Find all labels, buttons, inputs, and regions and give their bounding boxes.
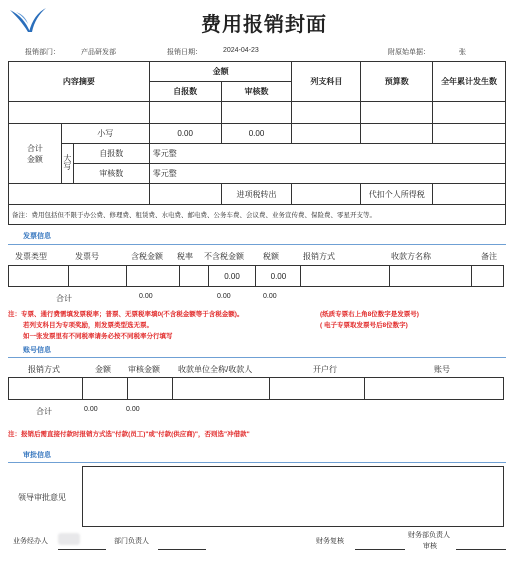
invoice-total-incl: 0.00: [139, 293, 153, 300]
account-divider: [8, 357, 506, 358]
col-yearly-header: 全年累计发生数: [433, 62, 506, 102]
finance-audit-label: 财务复核: [316, 538, 344, 545]
upper-audit-value: 零元整: [149, 164, 505, 184]
account-total-audit: 0.00: [126, 406, 140, 413]
account-payee-input[interactable]: [172, 378, 270, 400]
account-amount-input[interactable]: [82, 378, 127, 400]
expense-note: 备注：费用包括但不限于办公费、修理费、租赁费、水电费、邮电费、公务车费、会议费、业务宣传费、保险费、零星开支等。: [9, 205, 506, 225]
invoice-col-type: 发票类型: [15, 252, 47, 261]
leader-opinion-label: 领导审批意见: [18, 493, 66, 502]
finance-head-audit-label: 审核: [423, 543, 437, 550]
yearly-cell[interactable]: [433, 102, 506, 124]
invoice-total-excl: 0.00: [217, 293, 231, 300]
dept-head-sign-line: [158, 549, 206, 550]
account-col-payee: 收款单位全称/收款人: [178, 365, 253, 374]
account-audit-input[interactable]: [127, 378, 172, 400]
total-amount-label: 合计 金额: [9, 124, 62, 184]
invoice-section-title: 发票信息: [23, 233, 51, 240]
account-total-amount: 0.00: [84, 406, 98, 413]
lower-audit-value: 0.00: [221, 124, 292, 144]
invoice-col-number: 发票号: [75, 252, 99, 261]
date-label: 报销日期：: [167, 49, 202, 56]
account-col-amount: 金额: [95, 365, 111, 374]
subject-cell[interactable]: [292, 102, 361, 124]
invoice-excl-value: 0.00: [208, 266, 256, 287]
lower-label: 小写: [61, 124, 149, 144]
upper-label-text: 大写: [62, 154, 72, 170]
invoice-rate-input[interactable]: [179, 266, 208, 287]
audit-cell[interactable]: [221, 102, 292, 124]
expense-table: [8, 61, 506, 225]
invoice-input-row: [8, 265, 504, 287]
account-col-audit: 审核金额: [128, 365, 160, 374]
invoice-col-incl: 含税金额: [131, 252, 163, 261]
finance-head-sign-line: [456, 549, 506, 550]
dept-head-label: 部门负责人: [114, 538, 149, 545]
account-col-method: 报销方式: [28, 365, 60, 374]
col-summary-header: 内容摘要: [9, 62, 150, 102]
invoice-payee-input[interactable]: [390, 266, 472, 287]
account-total-label: 合计: [36, 407, 52, 416]
handler-sign-line: [58, 549, 106, 550]
invoice-incl-input[interactable]: [126, 266, 179, 287]
col-audit-header: 审核数: [221, 82, 292, 102]
upper-label: [61, 144, 73, 184]
leader-opinion-input[interactable]: [82, 466, 504, 527]
approval-section-title: 审批信息: [23, 452, 51, 459]
account-col-bank: 开户行: [313, 365, 337, 374]
invoice-tax-value: 0.00: [256, 266, 301, 287]
invoice-total-label: 合计: [56, 294, 72, 303]
input-tax-label: 进项税转出: [221, 184, 292, 205]
account-col-account: 账号: [434, 365, 450, 374]
col-budget-header: 预算数: [361, 62, 433, 102]
invoice-note-3: 如一张发票里有不同税率请务必按不同税率分行填写: [23, 333, 173, 340]
account-section-title: 账号信息: [23, 347, 51, 354]
handler-label: 业务经办人: [13, 538, 48, 545]
invoice-col-rate: 税率: [177, 252, 193, 261]
attach-value: 张: [459, 49, 466, 56]
upper-report-label: 自报数: [73, 144, 149, 164]
invoice-note-1: 注：专票、通行费需填发票税率；普票、无票税率填0(不含税金额等于含税金额)。: [8, 311, 244, 318]
invoice-note-right-2: ( 电子专票取发票号后8位数字): [320, 322, 408, 329]
invoice-col-remark: 备注: [481, 252, 497, 261]
lower-report-value: 0.00: [149, 124, 221, 144]
col-report-header: 自报数: [149, 82, 221, 102]
date-value: 2024-04-23: [223, 47, 259, 54]
budget-cell[interactable]: [361, 102, 433, 124]
invoice-note-right-1: (纸质专票右上角8位数字是发票号): [320, 311, 419, 318]
invoice-note-2: 若列支科目为专项奖励，则发票类型选无票。: [23, 322, 153, 329]
invoice-col-excl: 不含税金额: [204, 252, 244, 261]
account-input-row: [8, 377, 504, 400]
withhold-label: 代扣个人所得税: [361, 184, 433, 205]
finance-audit-sign-line: [355, 549, 405, 550]
finance-head-label: 财务部负责人: [408, 532, 450, 539]
invoice-method-input[interactable]: [301, 266, 390, 287]
invoice-col-method: 报销方式: [303, 252, 335, 261]
approval-divider: [8, 462, 506, 463]
report-cell[interactable]: [149, 102, 221, 124]
handler-signature: [58, 533, 80, 545]
invoice-total-tax: 0.00: [263, 293, 277, 300]
account-number-input[interactable]: [365, 378, 504, 400]
dept-value: 产品研发部: [81, 49, 116, 56]
col-subject-header: 列支科目: [292, 62, 361, 102]
summary-cell[interactable]: [9, 102, 150, 124]
invoice-col-payee: 收款方名称: [391, 252, 431, 261]
col-amount-header: 金额: [149, 62, 292, 82]
account-method-input[interactable]: [9, 378, 83, 400]
invoice-type-input[interactable]: [9, 266, 69, 287]
invoice-remark-input[interactable]: [472, 266, 504, 287]
account-note: 注：报销后需直接付款时报销方式选"付款(员工)"或"付款(供应商)"，否则选"冲借款": [8, 431, 250, 438]
attach-label: 附原始单据：: [388, 49, 430, 56]
upper-report-value: 零元整: [149, 144, 505, 164]
invoice-col-tax: 税额: [263, 252, 279, 261]
upper-audit-label: 审核数: [73, 164, 149, 184]
page-title: 费用报销封面: [201, 14, 327, 36]
dept-label: 报销部门：: [25, 49, 60, 56]
account-bank-input[interactable]: [270, 378, 365, 400]
invoice-divider: [8, 244, 506, 245]
invoice-number-input[interactable]: [68, 266, 126, 287]
